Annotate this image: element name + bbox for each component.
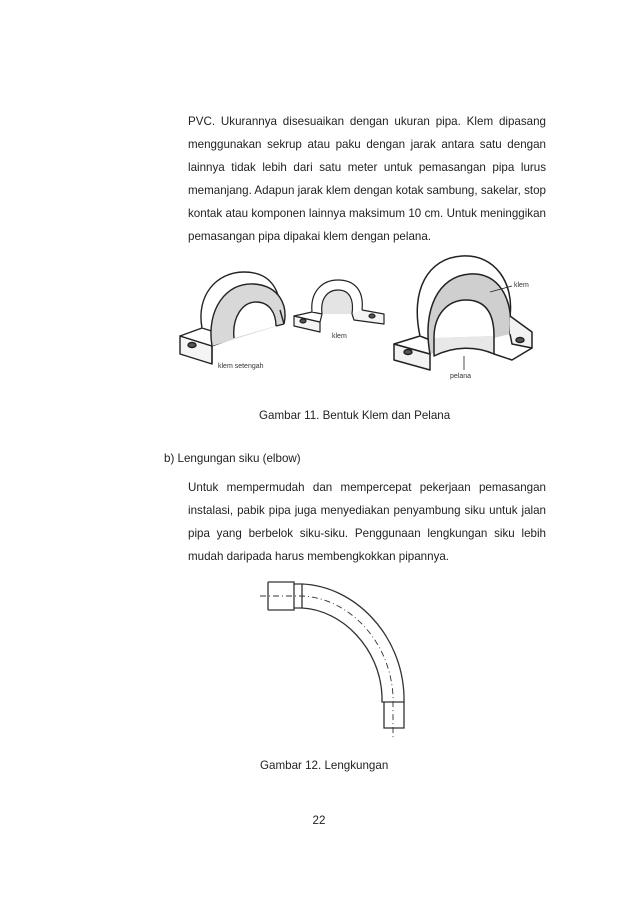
paragraph-klem: PVC. Ukurannya disesuaikan dengan ukuran pipa. Klem dipasang menggunakan sekrup atau paku dengan jarak antara satu dengan lainnya tidak lebih dari satu meter untuk pemasangan pipa lurus memanjang. Adapun jarak klem dengan kotak sambung, sakelar, stop kontak atau komponen lainnya maksimum 10 cm. Untuk meninggikan pemasangan pipa dipakai klem dengan pelana. xyxy=(188,115,546,243)
elbow-drawing xyxy=(260,582,404,738)
figure-lengkungan xyxy=(254,574,422,742)
label-klem-small: klem xyxy=(332,333,347,340)
label-pelana: pelana xyxy=(450,373,472,380)
page-number: 22 xyxy=(312,814,326,827)
figure-klem-pelana xyxy=(172,244,534,394)
paragraph-elbow: Untuk mempermudah dan mempercepat pekerjaan pemasangan instalasi, pabik pipa juga menyediakan penyambung siku untuk jalan pipa yang berbelok siku-siku. Penggunaan lengkungan siku lebih mudah daripada harus membengkokkan pipannya. xyxy=(188,481,546,563)
figure-12-caption: Gambar 12. Lengkungan xyxy=(260,759,389,772)
klem-illustration xyxy=(172,244,534,394)
label-klem-setengah: klem setengah xyxy=(218,363,264,370)
label-klem-large: klem xyxy=(514,282,529,289)
section-b-heading: b) Lengungan siku (elbow) xyxy=(164,452,301,465)
klem-small-drawing xyxy=(294,280,384,332)
elbow-illustration xyxy=(254,574,422,742)
pelana-drawing xyxy=(394,256,532,370)
klem-setengah-drawing xyxy=(180,272,285,364)
figure-11-caption: Gambar 11. Bentuk Klem dan Pelana xyxy=(259,409,451,422)
